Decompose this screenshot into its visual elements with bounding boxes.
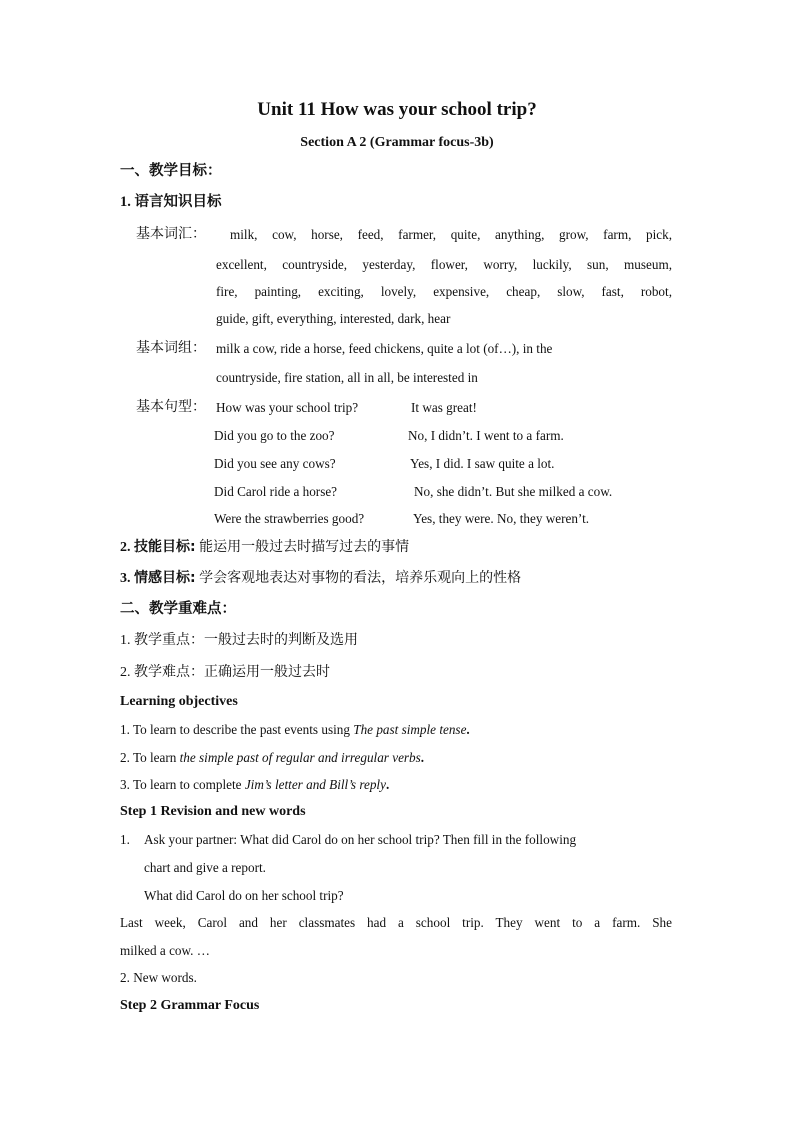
keypoint-label: 教学难点：	[134, 664, 204, 680]
vocab-line: guide, gift, everything, interested, dark, hear	[216, 311, 451, 326]
skill-text: 能运用一般过去时描写过去的事情	[199, 539, 410, 555]
emotion-heading: 情感目标:	[134, 570, 196, 586]
step1-heading: Step 1 Revision and new words	[120, 804, 306, 819]
objective-text: 3. To learn to complete	[120, 777, 245, 792]
objective-period: .	[420, 750, 425, 765]
step1-item2: 2. New words.	[120, 970, 197, 985]
objective-period: .	[385, 777, 390, 792]
phrase-line: countryside, fire station, all in all, be interested in	[216, 370, 478, 385]
knowledge-number: 1.	[120, 194, 131, 210]
section-objectives-heading: 一、教学目标：	[120, 163, 222, 179]
section-keypoints-heading: 二、教学重难点：	[120, 601, 236, 617]
sentence-label: 基本句型：	[136, 399, 206, 415]
vocab-line: milk, cow, horse, feed, farmer, quite, anything, grow, farm, pick,	[230, 227, 672, 242]
keypoint-item	[120, 663, 330, 682]
keypoint-text: 一般过去时的判断及选用	[204, 632, 358, 648]
learning-objective-item	[120, 776, 389, 794]
sentence-answer: No, she didn’t. But she milked a cow.	[414, 484, 613, 499]
step1-item1-line: Ask your partner: What did Carol do on her school trip? Then fill in the following	[144, 832, 577, 847]
document-title: Unit 11 How was your school trip?	[257, 99, 537, 120]
emotion-number: 3.	[120, 571, 131, 586]
objective-emphasis: The past simple tense	[353, 722, 467, 737]
sentence-answer: It was great!	[411, 400, 477, 415]
sentence-question: Were the strawberries good?	[214, 511, 365, 526]
skill-objective	[120, 538, 409, 557]
sentence-question: Did Carol ride a horse?	[214, 484, 338, 499]
objective-text: 2. To learn	[120, 750, 180, 765]
objective-text: 1. To learn to describe the past events using	[120, 722, 354, 737]
step1-item1-line: chart and give a report.	[144, 860, 266, 875]
emotion-objective	[120, 569, 521, 588]
phrase-label: 基本词组：	[136, 340, 206, 356]
sentence-answer: Yes, they were. No, they weren’t.	[413, 511, 590, 526]
step1-question: What did Carol do on her school trip?	[144, 888, 344, 903]
skill-number: 2.	[120, 540, 131, 555]
step2-heading: Step 2 Grammar Focus	[120, 998, 260, 1013]
sentence-question: How was your school trip?	[216, 400, 359, 415]
keypoint-label: 教学重点：	[134, 632, 204, 648]
step1-paragraph-line: milked a cow. …	[120, 943, 210, 958]
document-subtitle: Section A 2 (Grammar focus-3b)	[300, 135, 494, 150]
objective-period: .	[466, 722, 470, 737]
keypoint-item	[120, 631, 358, 650]
step1-item1-number: 1.	[120, 832, 130, 847]
objective-emphasis: the simple past of regular and irregular verbs	[179, 750, 421, 765]
sentence-question: Did you go to the zoo?	[214, 428, 335, 443]
phrase-line: milk a cow, ride a horse, feed chickens, quite a lot (of…), in the	[216, 341, 553, 356]
learning-objectives-heading: Learning objectives	[120, 694, 238, 709]
knowledge-title: 语言知识目标	[134, 194, 222, 210]
objective-emphasis: Jim’s letter and Bill’s reply	[244, 777, 386, 792]
learning-objective-item	[120, 749, 424, 767]
step1-paragraph-line: Last week, Carol and her classmates had a school trip. They went to a farm. She	[120, 915, 672, 930]
vocab-label: 基本词汇：	[136, 226, 206, 242]
emotion-text: 学会客观地表达对事物的看法，培养乐观向上的性格	[199, 570, 522, 586]
keypoint-number: 1.	[120, 633, 131, 648]
keypoint-number: 2.	[120, 665, 131, 680]
learning-objective-item	[120, 721, 470, 739]
knowledge-heading	[120, 193, 222, 211]
vocab-line: fire, painting, exciting, lovely, expensive, cheap, slow, fast, robot,	[216, 284, 672, 299]
sentence-answer: No, I didn’t. I went to a farm.	[408, 428, 564, 443]
sentence-answer: Yes, I did. I saw quite a lot.	[410, 456, 555, 471]
vocab-line: excellent, countryside, yesterday, flower, worry, luckily, sun, museum,	[216, 257, 672, 272]
skill-heading: 技能目标:	[134, 539, 196, 555]
keypoint-text: 正确运用一般过去时	[204, 664, 330, 680]
sentence-question: Did you see any cows?	[214, 456, 336, 471]
